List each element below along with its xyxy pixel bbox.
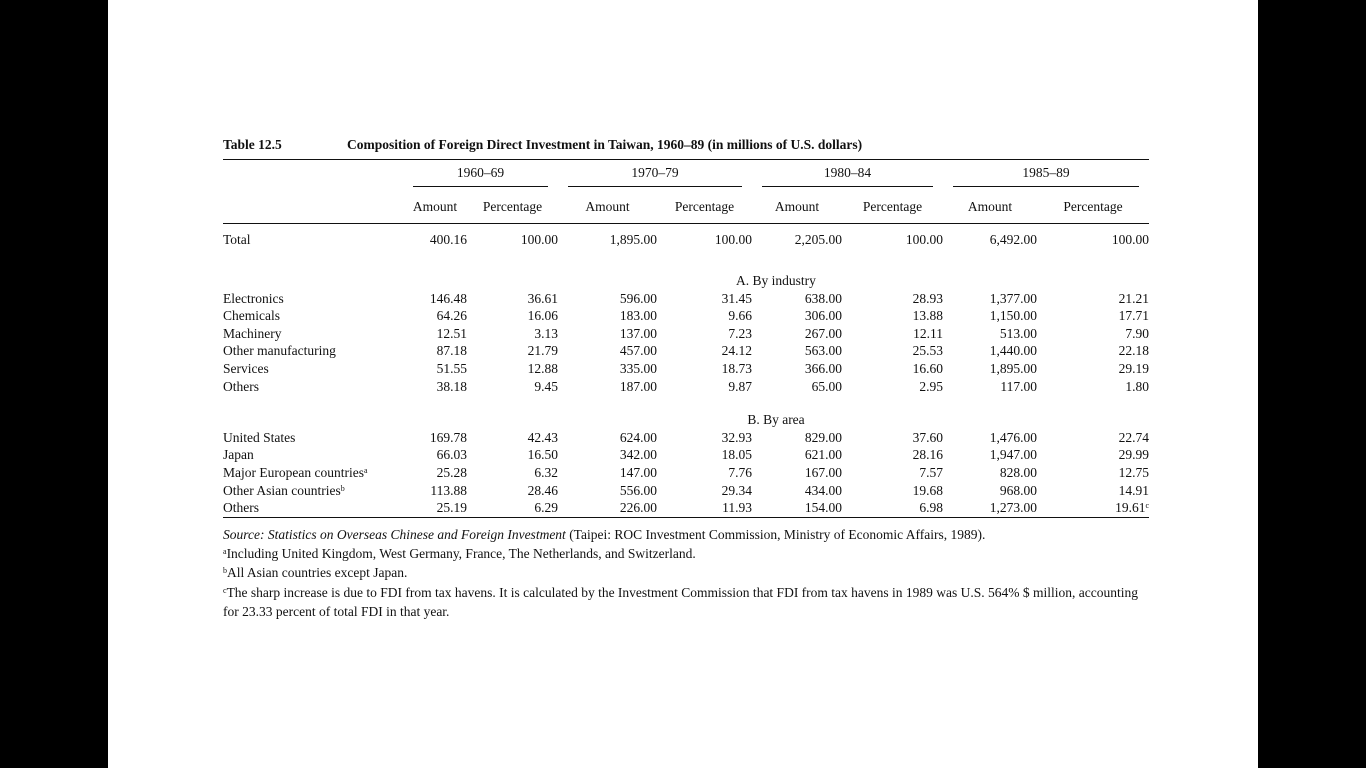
- cell: [467, 378, 558, 396]
- cell: [558, 482, 657, 500]
- cell: [403, 342, 467, 360]
- cell-value: 16.50: [527, 447, 558, 463]
- period-header-row: [223, 160, 1149, 191]
- cell: [467, 290, 558, 308]
- cell: [842, 378, 943, 396]
- footnote-text: Including United Kingdom, West Germany, France, The Netherlands, and Switzerland.: [226, 546, 696, 562]
- period-label: 1985–89: [953, 164, 1139, 187]
- cell: [657, 325, 752, 343]
- cell-value: 137.00: [619, 325, 657, 341]
- cell-value: 36.61: [527, 290, 558, 306]
- cell: [1037, 378, 1149, 396]
- table-row: [223, 446, 1149, 464]
- cell: [752, 325, 842, 343]
- cell-value: 25.53: [912, 343, 943, 359]
- cell: [558, 290, 657, 308]
- column-header: Percentage: [842, 191, 943, 224]
- cell-value: 226.00: [619, 500, 657, 516]
- cell-value: 7.57: [919, 464, 943, 480]
- cell-value: 12.75: [1118, 464, 1149, 480]
- cell: 6,492.00: [989, 232, 1037, 248]
- cell: [403, 446, 467, 464]
- cell-value: 1,440.00: [989, 343, 1037, 359]
- cell: [403, 307, 467, 325]
- period-header: [558, 160, 752, 191]
- cell-value: 638.00: [804, 290, 842, 306]
- cell: [842, 446, 943, 464]
- cell-value: 6.32: [534, 464, 558, 480]
- cell: [558, 378, 657, 396]
- subheader-row: [223, 191, 1149, 224]
- row-label-cell: [223, 290, 403, 308]
- cell: [558, 429, 657, 447]
- cell-value: 87.18: [436, 343, 467, 359]
- cell: [752, 290, 842, 308]
- cell: [558, 307, 657, 325]
- cell: [943, 378, 1037, 396]
- cell: [1037, 360, 1149, 378]
- cell: [943, 342, 1037, 360]
- fdi-table: [223, 160, 1149, 517]
- cell-value: 42.43: [527, 429, 558, 445]
- cell: [943, 360, 1037, 378]
- cell: [467, 325, 558, 343]
- period-label: 1960–69: [413, 164, 548, 187]
- cell: [657, 290, 752, 308]
- cell: 1,895.00: [609, 232, 657, 248]
- cell: [842, 360, 943, 378]
- footnote-a: [223, 544, 1149, 563]
- row-label-cell: [223, 307, 403, 325]
- footnote-mark: c: [1145, 501, 1149, 511]
- cell: [842, 307, 943, 325]
- cell: [467, 482, 558, 500]
- row-label: Total: [223, 232, 251, 248]
- cell-value: 14.91: [1118, 482, 1149, 498]
- cell: 2,205.00: [794, 232, 842, 248]
- cell: [1037, 342, 1149, 360]
- cell: 400.16: [429, 232, 467, 248]
- cell-value: 9.45: [534, 378, 558, 394]
- cell-value: 1,273.00: [989, 500, 1037, 516]
- section-header-row: [223, 272, 1149, 290]
- cell-value: 28.46: [527, 482, 558, 498]
- cell: [558, 499, 657, 517]
- row-label-cell: [223, 325, 403, 343]
- cell-value: 513.00: [999, 325, 1037, 341]
- cell: [403, 378, 467, 396]
- column-header: Amount: [752, 191, 842, 224]
- cell: [467, 307, 558, 325]
- row-label: Machinery: [223, 325, 282, 341]
- cell-value: 366.00: [804, 360, 842, 376]
- cell-value: 6.98: [919, 500, 943, 516]
- cell-value: 31.45: [721, 290, 752, 306]
- footnote-mark: b: [340, 483, 345, 493]
- table-row: [223, 325, 1149, 343]
- stub-subheader: [223, 191, 403, 224]
- cell: [657, 360, 752, 378]
- cell-value: 563.00: [804, 343, 842, 359]
- cell: [1037, 290, 1149, 308]
- period-label: 1970–79: [568, 164, 742, 187]
- period-header: [943, 160, 1149, 191]
- cell-value: 19.68: [912, 482, 943, 498]
- cell-value: 37.60: [912, 429, 943, 445]
- table-caption: [223, 136, 1149, 153]
- cell-value: 21.79: [527, 343, 558, 359]
- cell-value: 146.48: [429, 290, 467, 306]
- cell: [1037, 499, 1149, 517]
- cell: [558, 325, 657, 343]
- cell: [558, 360, 657, 378]
- cell: [467, 360, 558, 378]
- footnotes: [223, 525, 1149, 621]
- cell: [752, 360, 842, 378]
- cell: [657, 499, 752, 517]
- row-label-cell: [223, 378, 403, 396]
- cell-value: 16.06: [527, 308, 558, 324]
- cell: [467, 429, 558, 447]
- column-header: Amount: [403, 191, 467, 224]
- row-label-cell: [223, 464, 403, 482]
- cell: [657, 464, 752, 482]
- cell-value: 22.18: [1118, 343, 1149, 359]
- period-label: 1980–84: [762, 164, 933, 187]
- table-row: [223, 290, 1149, 308]
- cell-value: 306.00: [804, 308, 842, 324]
- cell: [403, 499, 467, 517]
- cell: [842, 325, 943, 343]
- column-header: Percentage: [657, 191, 752, 224]
- cell: [842, 429, 943, 447]
- cell-value: 19.61: [1115, 500, 1146, 516]
- cell-value: 117.00: [1000, 378, 1037, 394]
- cell: [842, 464, 943, 482]
- cell-value: 29.99: [1118, 447, 1149, 463]
- cell: [752, 342, 842, 360]
- cell: [1037, 446, 1149, 464]
- cell: [1037, 482, 1149, 500]
- section-title: B. By area: [747, 412, 805, 428]
- cell-value: 167.00: [804, 464, 842, 480]
- cell: [842, 342, 943, 360]
- row-label-cell: [223, 482, 403, 500]
- row-label: Services: [223, 360, 269, 376]
- cell-value: 434.00: [804, 482, 842, 498]
- source-label: Source:: [223, 526, 265, 542]
- cell-value: 267.00: [804, 325, 842, 341]
- cell: [752, 307, 842, 325]
- cell: [752, 499, 842, 517]
- cell: [943, 290, 1037, 308]
- cell-value: 64.26: [436, 308, 467, 324]
- section-title: A. By industry: [736, 273, 816, 288]
- cell: [943, 307, 1037, 325]
- cell-value: 342.00: [619, 447, 657, 463]
- cell-value: 9.87: [728, 378, 752, 394]
- cell: [467, 464, 558, 482]
- cell-value: 828.00: [999, 464, 1037, 480]
- cell-value: 556.00: [619, 482, 657, 498]
- table-row: [223, 378, 1149, 396]
- footnote-text: All Asian countries except Japan.: [227, 565, 408, 581]
- row-label-cell: [223, 342, 403, 360]
- cell-value: 28.93: [912, 290, 943, 306]
- footnote-mark: c: [223, 585, 227, 595]
- cell-value: 1,377.00: [989, 290, 1037, 306]
- period-header: [403, 160, 558, 191]
- cell-value: 457.00: [619, 343, 657, 359]
- cell: [1037, 429, 1149, 447]
- cell-value: 66.03: [436, 447, 467, 463]
- cell-value: 29.19: [1118, 360, 1149, 376]
- row-label: Major European countries: [223, 464, 364, 480]
- cell-value: 7.90: [1125, 325, 1149, 341]
- cell: [943, 446, 1037, 464]
- cell: [752, 429, 842, 447]
- table-figure: [223, 136, 1149, 621]
- section-header-row: [223, 411, 1149, 429]
- cell-value: 624.00: [619, 429, 657, 445]
- table-number: Table 12.5: [223, 137, 282, 152]
- cell-value: 12.88: [527, 360, 558, 376]
- cell-value: 1,150.00: [989, 308, 1037, 324]
- row-label-cell: [223, 360, 403, 378]
- cell-value: 28.16: [912, 447, 943, 463]
- cell: [558, 446, 657, 464]
- row-label: Others: [223, 378, 259, 394]
- cell-value: 25.19: [436, 500, 467, 516]
- cell-value: 18.05: [721, 447, 752, 463]
- cell-value: 24.12: [721, 343, 752, 359]
- footnote-text: The sharp increase is due to FDI from tax havens. It is calculated by the Investment Commission that FDI from tax havens in 1989 was U.S. 564% $ million, accounting for 23.33 percent of total FDI in that year.: [223, 584, 1139, 619]
- table-row: [223, 342, 1149, 360]
- cell: [657, 446, 752, 464]
- cell-value: 29.34: [721, 482, 752, 498]
- cell-value: 21.21: [1118, 290, 1149, 306]
- bottom-rule: [223, 517, 1149, 518]
- cell-value: 621.00: [804, 447, 842, 463]
- cell: [943, 499, 1037, 517]
- cell: [1037, 325, 1149, 343]
- column-header: Percentage: [1037, 191, 1149, 224]
- cell: [403, 325, 467, 343]
- footnote-b: [223, 563, 1149, 582]
- cell: [752, 378, 842, 396]
- cell: [752, 482, 842, 500]
- cell: [657, 342, 752, 360]
- cell: [943, 464, 1037, 482]
- cell: [842, 290, 943, 308]
- cell: 100.00: [714, 232, 752, 248]
- cell-value: 22.74: [1118, 429, 1149, 445]
- cell-value: 1,895.00: [989, 360, 1037, 376]
- cell: [842, 499, 943, 517]
- table-row: [223, 429, 1149, 447]
- row-label: Chemicals: [223, 308, 280, 324]
- cell: [403, 290, 467, 308]
- spacer-row: [223, 395, 1149, 411]
- spacer-row: [223, 256, 1149, 272]
- cell: [657, 307, 752, 325]
- column-header: Amount: [943, 191, 1037, 224]
- source-details: (Taipei: ROC Investment Commission, Ministry of Economic Affairs, 1989).: [569, 526, 986, 542]
- cell: 100.00: [905, 232, 943, 248]
- cell: [943, 482, 1037, 500]
- cell: [1037, 307, 1149, 325]
- table-title: Composition of Foreign Direct Investment in Taiwan, 1960–89 (in millions of U.S. dollars): [347, 137, 863, 152]
- cell-value: 1,947.00: [989, 447, 1037, 463]
- cell: [752, 464, 842, 482]
- cell: [558, 464, 657, 482]
- column-header: Amount: [558, 191, 657, 224]
- cell-value: 113.88: [430, 482, 467, 498]
- source-note: [223, 525, 1149, 544]
- row-label: Other Asian countries: [223, 482, 341, 498]
- footnote-mark: a: [223, 547, 227, 557]
- cell-value: 1,476.00: [989, 429, 1037, 445]
- row-label: Electronics: [223, 290, 284, 306]
- period-header: [752, 160, 943, 191]
- row-label: Others: [223, 500, 259, 516]
- table-row: [223, 307, 1149, 325]
- cell: [657, 429, 752, 447]
- cell: 100.00: [520, 232, 558, 248]
- cell: [1037, 464, 1149, 482]
- cell-value: 335.00: [619, 360, 657, 376]
- table-row: [223, 482, 1149, 500]
- cell: [943, 325, 1037, 343]
- cell: [752, 446, 842, 464]
- cell: [657, 482, 752, 500]
- cell-value: 25.28: [436, 464, 467, 480]
- footnote-mark: b: [223, 566, 227, 576]
- stub-header: [223, 160, 403, 191]
- cell-value: 154.00: [804, 500, 842, 516]
- cell: [403, 429, 467, 447]
- row-label-cell: [223, 499, 403, 517]
- document-page: [108, 0, 1258, 768]
- footnote-c: [223, 583, 1149, 622]
- cell-value: 2.95: [919, 378, 943, 394]
- cell-value: 18.73: [721, 360, 752, 376]
- cell: [943, 429, 1037, 447]
- cell: 100.00: [1111, 232, 1149, 248]
- row-label: United States: [223, 429, 296, 445]
- cell: [657, 378, 752, 396]
- cell-value: 16.60: [912, 360, 943, 376]
- row-label: Japan: [223, 447, 254, 463]
- cell-value: 968.00: [999, 482, 1037, 498]
- cell: [558, 342, 657, 360]
- cell-value: 183.00: [619, 308, 657, 324]
- cell-value: 12.11: [913, 325, 943, 341]
- table-row: [223, 360, 1149, 378]
- cell-value: 65.00: [811, 378, 842, 394]
- cell-value: 12.51: [436, 325, 467, 341]
- cell-value: 11.93: [722, 500, 752, 516]
- cell-value: 169.78: [429, 429, 467, 445]
- cell-value: 147.00: [619, 464, 657, 480]
- table-row: [223, 464, 1149, 482]
- cell-value: 829.00: [804, 429, 842, 445]
- cell-value: 596.00: [619, 290, 657, 306]
- cell-value: 3.13: [534, 325, 558, 341]
- cell: [467, 499, 558, 517]
- row-label: Other manufacturing: [223, 343, 336, 359]
- cell: [403, 464, 467, 482]
- cell-value: 187.00: [619, 378, 657, 394]
- source-title: Statistics on Overseas Chinese and Foreign Investment: [267, 526, 566, 542]
- cell-value: 1.80: [1125, 378, 1149, 394]
- cell: [403, 360, 467, 378]
- cell-value: 7.23: [728, 325, 752, 341]
- total-row: [223, 224, 1149, 257]
- cell-value: 6.29: [534, 500, 558, 516]
- cell-value: 38.18: [436, 378, 467, 394]
- cell-value: 51.55: [436, 360, 467, 376]
- cell: [842, 482, 943, 500]
- table-row: [223, 499, 1149, 517]
- cell: [467, 342, 558, 360]
- cell-value: 7.76: [728, 464, 752, 480]
- cell-value: 9.66: [728, 308, 752, 324]
- cell: [467, 446, 558, 464]
- cell-value: 17.71: [1118, 308, 1149, 324]
- column-header: Percentage: [467, 191, 558, 224]
- cell-value: 32.93: [721, 429, 752, 445]
- footnote-mark: a: [363, 465, 368, 475]
- row-label-cell: [223, 429, 403, 447]
- cell: [403, 482, 467, 500]
- row-label-cell: [223, 446, 403, 464]
- cell-value: 13.88: [912, 308, 943, 324]
